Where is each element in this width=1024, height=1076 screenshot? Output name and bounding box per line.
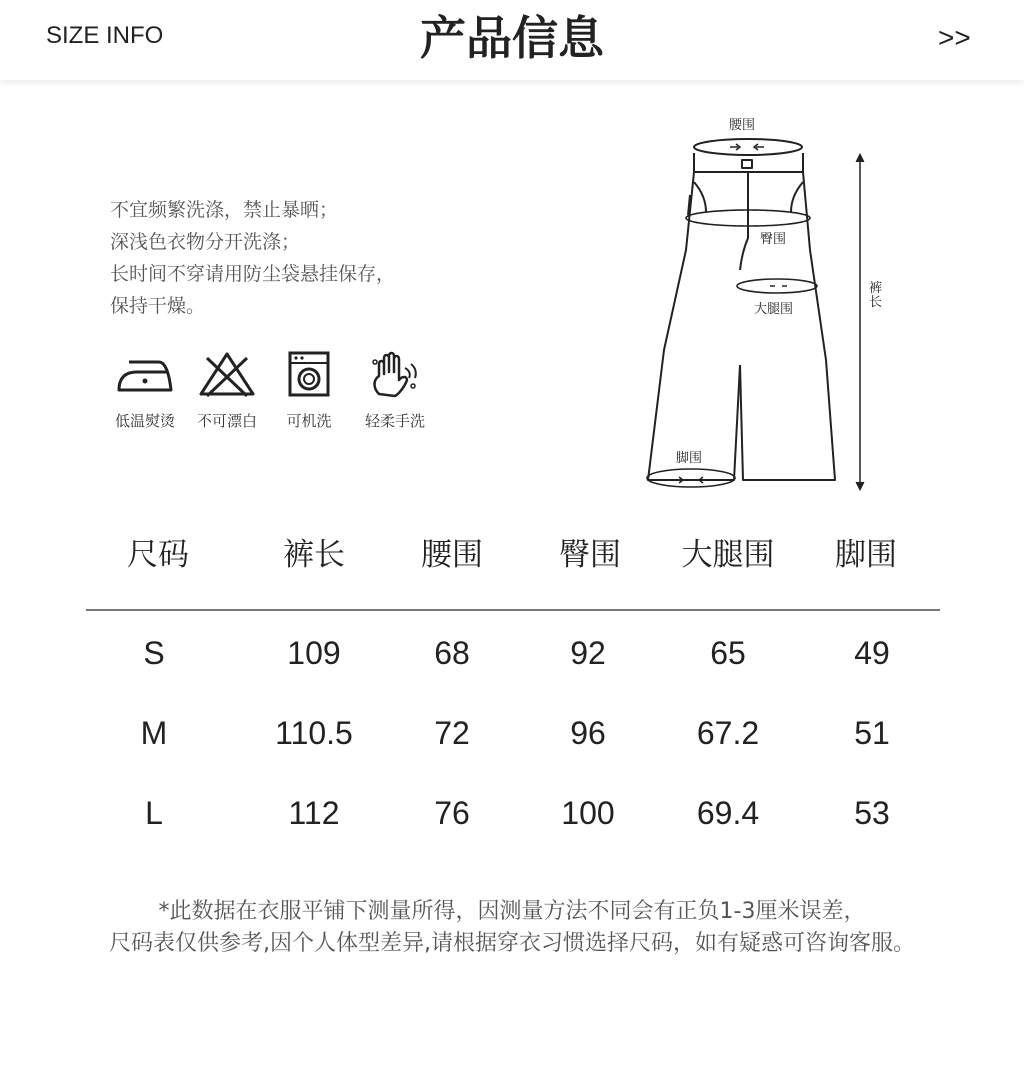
hand-wash-icon — [365, 350, 425, 398]
table-cell: 112 — [288, 795, 340, 831]
length-label: 裤长 — [869, 281, 883, 310]
footnote-line: *此数据在衣服平铺下测量所得，因测量方法不同会有正负1-3厘米误差， — [158, 899, 866, 924]
table-cell: S — [143, 635, 165, 671]
iron-low-temp-icon — [115, 350, 175, 398]
care-item-iron — [100, 350, 190, 431]
footnote-line: 尺码表仅供参考,因个人体型差异,请根据穿衣习惯选择尺码，如有疑惑可咨询客服。 — [109, 931, 915, 956]
table-cell: 51 — [854, 715, 890, 751]
machine-wash-icon — [279, 350, 339, 398]
hip-label: 臀围 — [760, 232, 787, 247]
size-info-label: SIZE INFO — [46, 22, 164, 49]
header-hem: 脚围 — [835, 537, 897, 573]
table-cell: 100 — [561, 795, 615, 831]
header-size: 尺码 — [127, 537, 189, 573]
table-cell: 96 — [570, 715, 606, 751]
header-hip: 臀围 — [559, 537, 621, 573]
care-note-line: 不宜频繁洗涤，禁止暴晒； — [110, 199, 339, 221]
table-cell: 49 — [854, 635, 890, 671]
care-icons-row — [100, 350, 450, 440]
table-divider — [86, 609, 940, 611]
table-cell: L — [145, 795, 163, 831]
care-note-line: 长时间不穿请用防尘袋悬挂保存， — [110, 263, 396, 285]
care-note-line: 深浅色衣物分开洗涤； — [110, 231, 301, 253]
next-arrow[interactable]: >> — [938, 22, 971, 53]
header-length: 裤长 — [283, 537, 345, 573]
header-bar — [0, 0, 1024, 80]
care-item-bleach — [182, 350, 272, 431]
table-header-row — [86, 515, 940, 595]
table-cell: 65 — [710, 635, 746, 671]
waist-label: 腰围 — [729, 118, 756, 133]
care-note-line: 保持干燥。 — [110, 295, 206, 317]
care-item-handwash — [350, 350, 440, 431]
hem-label: 脚围 — [676, 451, 703, 466]
table-cell: 67.2 — [696, 715, 760, 751]
page-title: 产品信息 — [420, 11, 604, 65]
table-cell: 53 — [854, 795, 890, 831]
table-cell: 109 — [287, 635, 341, 671]
no-bleach-icon — [197, 350, 257, 398]
thigh-label: 大腿围 — [754, 302, 794, 317]
size-table — [86, 515, 940, 855]
table-cell: M — [140, 715, 168, 751]
care-label: 轻柔手洗 — [364, 412, 425, 430]
care-label: 可机洗 — [286, 412, 332, 430]
care-item-machine — [264, 350, 354, 431]
table-cell: 92 — [570, 635, 606, 671]
table-cell: 69.4 — [696, 795, 760, 831]
table-row — [86, 615, 940, 695]
measurement-footnote — [0, 896, 1024, 960]
care-label: 不可漂白 — [196, 412, 257, 430]
pants-diagram — [630, 110, 900, 495]
table-row — [86, 775, 940, 855]
table-cell: 110.5 — [275, 715, 353, 751]
header-waist: 腰围 — [421, 537, 483, 573]
care-instructions — [110, 194, 490, 322]
table-cell: 68 — [434, 635, 470, 671]
care-label: 低温熨烫 — [114, 412, 175, 430]
header-thigh: 大腿围 — [681, 537, 775, 573]
table-row — [86, 695, 940, 775]
table-cell: 72 — [434, 715, 470, 751]
table-cell: 76 — [434, 795, 470, 831]
